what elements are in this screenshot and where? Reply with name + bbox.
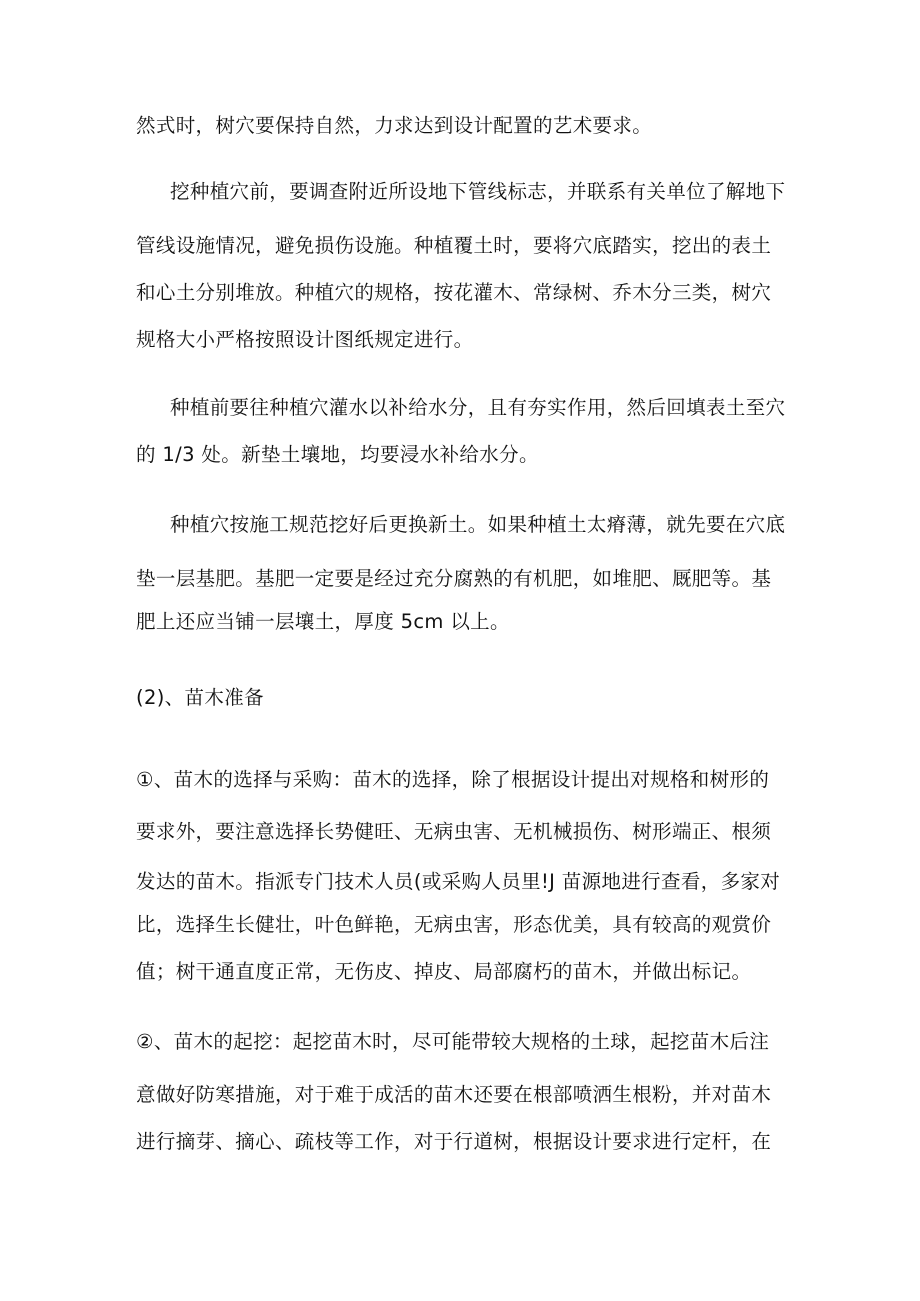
text-line: 进行摘芽、摘心、疏枝等工作，对于行道树，根据设计要求进行定杆，在 bbox=[136, 1130, 772, 1153]
text-line: 种植前要往种植穴灌水以补给水分，且有夯实作用，然后回填表土至穴 bbox=[170, 396, 786, 419]
text-line: 规格大小严格按照设计图纸规定进行。 bbox=[136, 328, 474, 351]
text-line: 值；树干通直度正常，无伤皮、掉皮、局部腐朽的苗木，并做出标记。 bbox=[136, 960, 752, 983]
text-line: 肥上还应当铺一层壤土，厚度 5cm 以上。 bbox=[136, 610, 510, 633]
text-line: ②、苗木的起挖：起挖苗木时，尽可能带较大规格的土球，起挖苗木后注 bbox=[136, 1030, 770, 1053]
text-line: 意做好防寒措施，对于难于成活的苗木还要在根部喷洒生根粉，并对苗木 bbox=[136, 1083, 772, 1106]
text-line: 发达的苗木。指派专门技术人员(或采购人员里!J 苗源地进行查看，多家对 bbox=[136, 870, 781, 893]
text-line: 种植穴按施工规范挖好后更换新土。如果种植土太瘠薄，就先要在穴底 bbox=[170, 513, 786, 536]
text-line: 管线设施情况，避免损伤设施。种植覆土时，要将穴底踏实，挖出的表土 bbox=[136, 234, 772, 257]
text-line: 要求外，要注意选择长势健旺、无病虫害、无机械损伤、树形端正、根须 bbox=[136, 820, 772, 843]
text-line: ①、苗木的选择与采购：苗木的选择，除了根据设计提出对规格和树形的 bbox=[136, 768, 770, 791]
text-line: (2)、苗木准备 bbox=[136, 686, 264, 709]
text-line: 和心土分别堆放。种植穴的规格，按花灌木、常绿树、乔木分三类，树穴 bbox=[136, 281, 772, 304]
text-line: 的 1/3 处。新垫土壤地，均要浸水补给水分。 bbox=[136, 443, 539, 466]
text-line: 挖种植穴前，要调查附近所设地下管线标志，并联系有关单位了解地下 bbox=[170, 180, 786, 203]
text-line: 比，选择生长健壮，叶色鲜艳，无病虫害，形态优美，具有较高的观赏价 bbox=[136, 913, 772, 936]
text-line: 垫一层基肥。基肥一定要是经过充分腐熟的有机肥，如堆肥、厩肥等。基 bbox=[136, 567, 772, 590]
text-line: 然式时，树穴要保持自然，力求达到设计配置的艺术要求。 bbox=[136, 114, 653, 137]
